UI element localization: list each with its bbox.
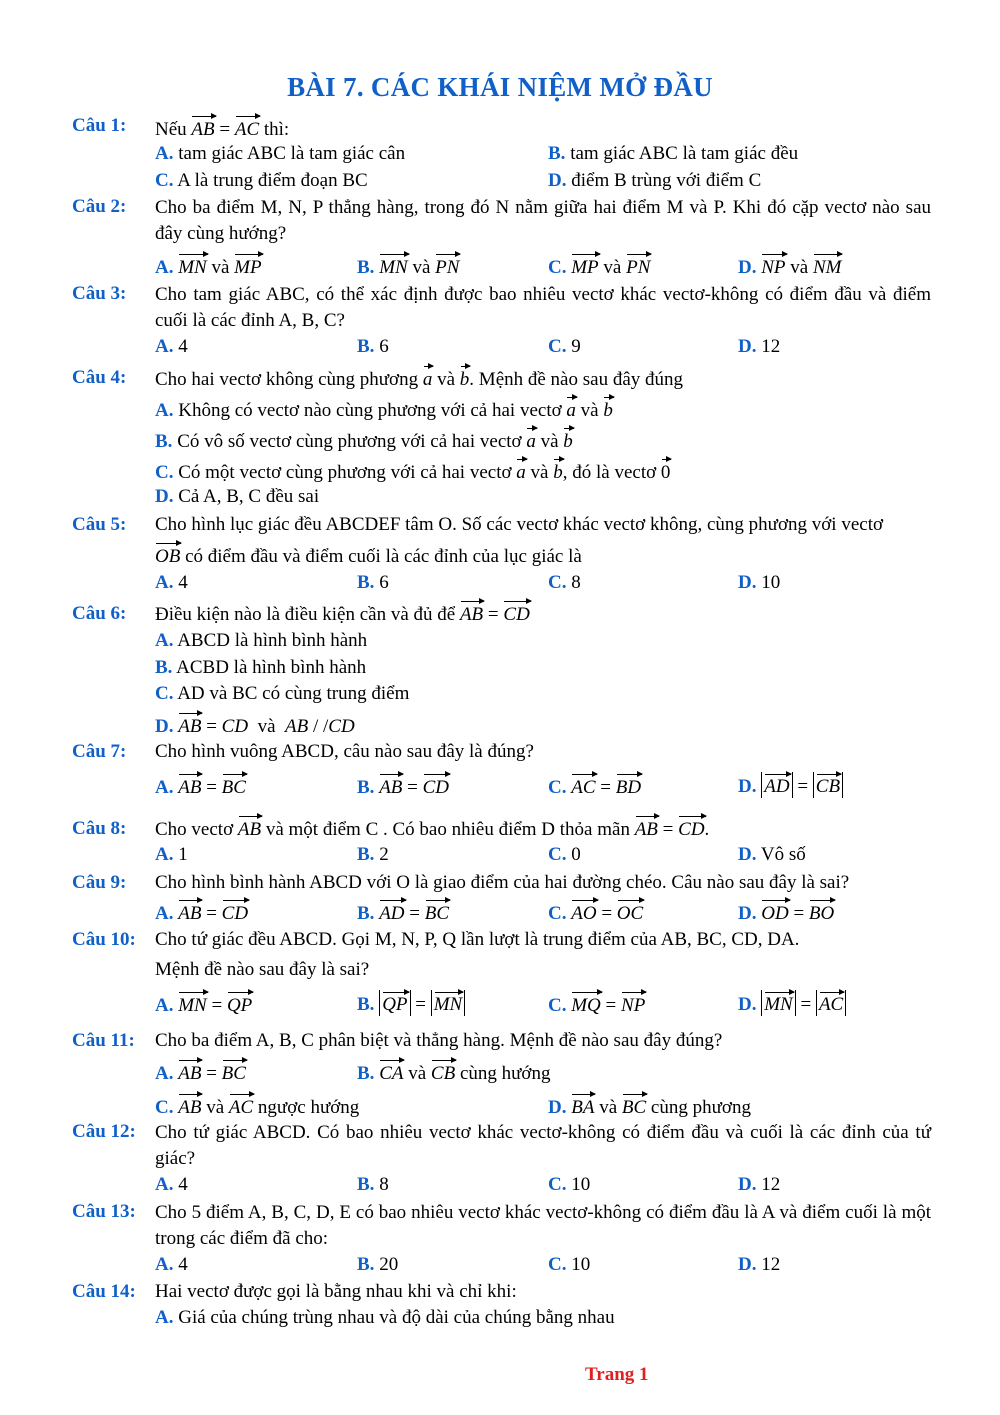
q12-option-c: C. 10: [548, 1174, 591, 1195]
q5-option-c: C. 8: [548, 572, 581, 593]
question-8-label: Câu 8:: [72, 818, 127, 839]
page-title: BÀI 7. CÁC KHÁI NIỆM MỞ ĐẦU: [287, 72, 713, 102]
q4-option-c: C. Có một vectơ cùng phương với cả hai vectơ a và b, đó là vectơ 0: [155, 457, 670, 485]
question-2-stem: Cho ba điểm M, N, P thẳng hàng, trong đó N nằm giữa hai điểm M và P. Khi đó cặp vectơ nào sau đây cùng hướng?: [155, 197, 931, 244]
q7-option-b: B. AB = CD: [357, 772, 449, 800]
question-1-stem: Nếu AB = AC thì:: [155, 114, 289, 142]
question-11-label: Câu 11:: [72, 1030, 135, 1051]
q11-option-c: C. AB và AC ngược hướng: [155, 1092, 359, 1120]
q1-option-a: A. tam giác ABC là tam giác cân: [155, 143, 406, 164]
q8-option-d: D. Vô số: [738, 844, 806, 865]
q3-option-d: D. 12: [738, 336, 781, 357]
q6-option-d: D. AB = CD và AB / /CD: [155, 711, 355, 739]
q10-option-c: C. MQ = NP: [548, 990, 645, 1018]
q10-option-d: D. MN = AC: [738, 990, 846, 1017]
q7-option-a: A. AB = BC: [155, 772, 246, 800]
q1-option-d: D. điểm B trùng với điểm C: [548, 170, 762, 191]
q11-option-b: B. CA và CB cùng hướng: [357, 1058, 550, 1086]
q13-option-d: D. 12: [738, 1254, 781, 1275]
question-14-label: Câu 14:: [72, 1281, 136, 1302]
q10-option-b: B. QP = MN: [357, 990, 465, 1017]
q14-option-a: A. Giá của chúng trùng nhau và độ dài của chúng bằng nhau: [155, 1307, 615, 1328]
question-11-stem: Cho ba điểm A, B, C phân biệt và thẳng hàng. Mệnh đề nào sau đây đúng?: [155, 1030, 723, 1051]
q9-option-c: C. AO = OC: [548, 898, 643, 926]
q3-option-a: A. 4: [155, 336, 188, 357]
question-4-label: Câu 4:: [72, 367, 127, 388]
q11-option-d: D. BA và BC cùng phương: [548, 1092, 751, 1120]
question-8-stem: Cho vectơ AB và một điểm C . Có bao nhiêu điểm D thỏa mãn AB = CD.: [155, 814, 709, 842]
question-6-stem: Điều kiện nào là điều kiện cần và đủ để AB = CD: [155, 599, 530, 627]
question-9-label: Câu 9:: [72, 872, 127, 893]
question-7-label: Câu 7:: [72, 741, 127, 762]
q8-option-c: C. 0: [548, 844, 581, 865]
question-12-stem: Cho tứ giác ABCD. Có bao nhiêu vectơ khác vectơ-không có điểm đầu và cuối là các đỉnh của tứ giác?: [155, 1122, 931, 1169]
q5-option-a: A. 4: [155, 572, 188, 593]
question-2-label: Câu 2:: [72, 196, 127, 217]
q9-option-b: B. AD = BC: [357, 898, 449, 926]
q6-option-a: A. ABCD là hình bình hành: [155, 630, 368, 651]
q2-option-b: B. MN và PN: [357, 252, 459, 280]
question-3-label: Câu 3:: [72, 283, 127, 304]
q5-option-b: B. 6: [357, 572, 389, 593]
q10-option-a: A. MN = QP: [155, 990, 252, 1018]
q8-option-a: A. 1: [155, 844, 188, 865]
q7-option-c: C. AC = BD: [548, 772, 641, 800]
q9-option-a: A. AB = CD: [155, 898, 248, 926]
q11-option-a: A. AB = BC: [155, 1058, 246, 1086]
question-5-stem-b: OB có điểm đầu và điểm cuối là các đỉnh của lục giác là: [155, 541, 582, 569]
question-9-stem: Cho hình bình hành ABCD với O là giao điểm của hai đường chéo. Câu nào sau đây là sai?: [155, 872, 850, 893]
q13-option-a: A. 4: [155, 1254, 188, 1275]
question-13-label: Câu 13:: [72, 1201, 136, 1222]
q2-option-a: A. MN và MP: [155, 252, 262, 280]
q4-option-d: D. Cả A, B, C đều sai: [155, 486, 320, 507]
question-5-label: Câu 5:: [72, 514, 127, 535]
question-13-stem: Cho 5 điểm A, B, C, D, E có bao nhiêu vectơ khác vectơ-không có điểm đầu là A và điểm cuối là một trong các điểm đã cho:: [155, 1202, 931, 1249]
page-number: Trang 1: [585, 1364, 649, 1385]
q6-option-b: B. ACBD là hình bình hành: [155, 657, 367, 678]
question-14-stem: Hai vectơ được gọi là bằng nhau khi và chỉ khi:: [155, 1281, 517, 1302]
q12-option-d: D. 12: [738, 1174, 781, 1195]
question-7-stem: Cho hình vuông ABCD, câu nào sau đây là đúng?: [155, 741, 534, 762]
q12-option-a: A. 4: [155, 1174, 188, 1195]
question-6-label: Câu 6:: [72, 603, 127, 624]
q12-option-b: B. 8: [357, 1174, 389, 1195]
q2-option-d: D. NP và NM: [738, 252, 841, 280]
q7-option-d: D. AD = CB: [738, 772, 843, 799]
q13-option-c: C. 10: [548, 1254, 591, 1275]
question-10-stem-b: Mệnh đề nào sau đây là sai?: [155, 959, 370, 980]
question-10-label: Câu 10:: [72, 929, 136, 950]
question-5-stem-a: Cho hình lục giác đều ABCDEF tâm O. Số các vectơ khác vectơ không, cùng phương với vectơ: [155, 514, 884, 535]
q1-option-c: C. A là trung điểm đoạn BC: [155, 170, 368, 191]
question-12-label: Câu 12:: [72, 1121, 136, 1142]
q4-option-a: A. Không có vectơ nào cùng phương với cả hai vectơ a và b: [155, 395, 613, 423]
question-3-stem: Cho tam giác ABC, có thể xác định được bao nhiêu vectơ khác vectơ-không có điểm đầu và điểm cuối là các đỉnh A, B, C?: [155, 284, 931, 331]
q3-option-c: C. 9: [548, 336, 581, 357]
q13-option-b: B. 20: [357, 1254, 399, 1275]
q2-option-c: C. MP và PN: [548, 252, 650, 280]
q5-option-d: D. 10: [738, 572, 781, 593]
q8-option-b: B. 2: [357, 844, 389, 865]
question-10-stem-a: Cho tứ giác đều ABCD. Gọi M, N, P, Q lần lượt là trung điểm của AB, BC, CD, DA.: [155, 929, 800, 950]
q6-option-c: C. AD và BC có cùng trung điểm: [155, 683, 410, 704]
q1-option-b: B. tam giác ABC là tam giác đều: [548, 143, 799, 164]
question-1-label: Câu 1:: [72, 115, 127, 136]
q9-option-d: D. OD = BO: [738, 898, 834, 926]
q4-option-b: B. Có vô số vectơ cùng phương với cả hai vectơ a và b: [155, 426, 573, 454]
question-4-stem: Cho hai vectơ không cùng phương a và b. Mệnh đề nào sau đây đúng: [155, 364, 683, 392]
q3-option-b: B. 6: [357, 336, 389, 357]
